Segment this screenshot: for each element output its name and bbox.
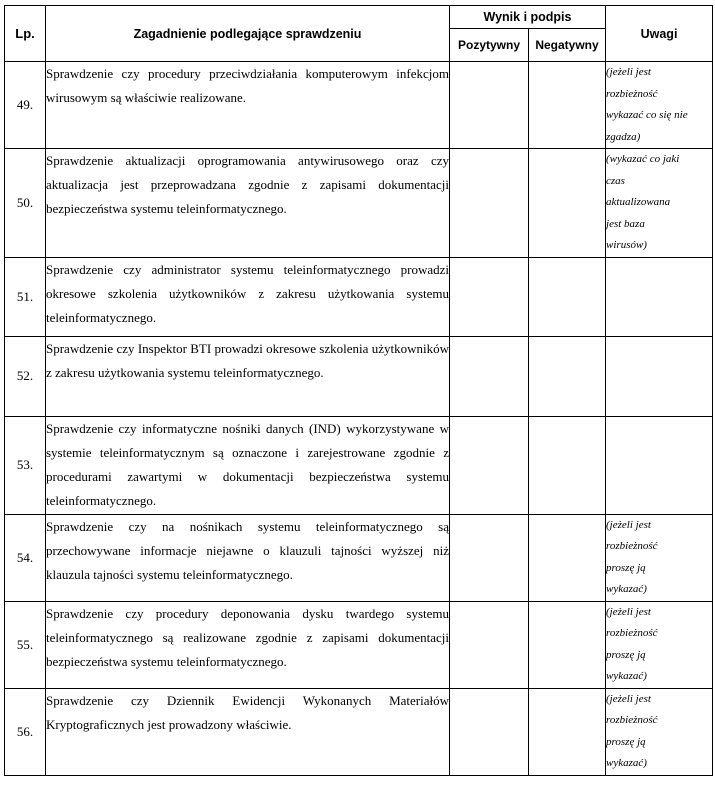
- note-line: jest baza: [606, 217, 645, 230]
- negative-cell[interactable]: [529, 688, 606, 775]
- row-note: [606, 514, 713, 601]
- positive-cell[interactable]: [450, 601, 529, 688]
- table-row: [5, 601, 713, 688]
- table-row: [5, 514, 713, 601]
- positive-cell[interactable]: [450, 257, 529, 336]
- note-line: rozbieżność: [606, 540, 658, 552]
- table-row: [5, 257, 713, 336]
- note-line: rozbieżność: [606, 87, 658, 100]
- positive-cell[interactable]: [450, 416, 529, 514]
- row-description: Sprawdzenie czy informatyczne nośniki danych (IND) wykorzystywane w systemie teleinformatycznym są oznaczone i zarejestrowane zgodnie z procedurami zawartymi w dokumentacji bezpieczeństwa systemu teleinformatycznego.: [46, 416, 450, 514]
- row-description: Sprawdzenie czy administrator systemu teleinformatycznego prowadzi okresowe szkolenia użytkowników z zakresu użytkowania systemu teleinformatycznego.: [46, 257, 450, 336]
- note-line: aktualizowana: [606, 196, 671, 208]
- table-row: [5, 416, 713, 514]
- header-lp: Lp.: [5, 6, 46, 62]
- negative-cell[interactable]: [529, 601, 606, 688]
- row-number: 53.: [5, 416, 46, 514]
- note-line: proszę ją: [606, 735, 646, 748]
- positive-cell[interactable]: [450, 62, 529, 149]
- row-note: [606, 601, 713, 688]
- row-note: [606, 62, 713, 149]
- header-negative: Negatywny: [529, 29, 606, 62]
- note-line: rozbieżność: [606, 627, 658, 639]
- row-note: [606, 688, 713, 775]
- row-note: [606, 416, 713, 514]
- note-line: (jeżeli jest: [606, 518, 651, 531]
- checklist-table: [4, 5, 713, 776]
- header-result: Wynik i podpis: [450, 6, 606, 29]
- table-row: [5, 149, 713, 258]
- row-number: 52.: [5, 336, 46, 416]
- negative-cell[interactable]: [529, 416, 606, 514]
- note-line: wykazać): [606, 757, 647, 769]
- note-line: wykazać): [606, 670, 647, 682]
- note-line: proszę ją: [606, 648, 646, 661]
- negative-cell[interactable]: [529, 149, 606, 258]
- note-line: (jeżeli jest: [606, 66, 651, 78]
- row-number: 50.: [5, 149, 46, 258]
- row-description: Sprawdzenie czy na nośnikach systemu teleinformatycznego są przechowywane informacje niejawne o klauzuli tajności wyższej niż klauzula tajności systemu teleinformatycznego.: [46, 514, 450, 601]
- note-line: (jeżeli jest: [606, 692, 651, 705]
- positive-cell[interactable]: [450, 688, 529, 775]
- row-note: [606, 149, 713, 258]
- note-line: (jeżeli jest: [606, 605, 651, 618]
- negative-cell[interactable]: [529, 257, 606, 336]
- row-number: 54.: [5, 514, 46, 601]
- row-note: [606, 257, 713, 336]
- table-row: [5, 688, 713, 775]
- note-line: wirusów): [606, 239, 647, 251]
- header-topic: Zagadnienie podlegające sprawdzeniu: [46, 6, 450, 62]
- table-row: [5, 336, 713, 416]
- note-line: rozbieżność: [606, 714, 658, 726]
- row-number: 56.: [5, 688, 46, 775]
- note-line: (wykazać co jaki: [606, 153, 680, 165]
- row-note: [606, 336, 713, 416]
- header-notes: Uwagi: [606, 6, 713, 62]
- note-line: wykazać): [606, 583, 647, 595]
- negative-cell[interactable]: [529, 514, 606, 601]
- row-number: 55.: [5, 601, 46, 688]
- negative-cell[interactable]: [529, 336, 606, 416]
- negative-cell[interactable]: [529, 62, 606, 149]
- table-row: [5, 62, 713, 149]
- row-description: Sprawdzenie czy procedury deponowania dysku twardego systemu teleinformatycznego są realizowane zgodnie z zapisami dokumentacji bezpieczeństwa systemu teleinformatycznego.: [46, 601, 450, 688]
- positive-cell[interactable]: [450, 514, 529, 601]
- row-description: Sprawdzenie czy Dziennik Ewidencji Wykonanych Materiałów Kryptograficznych jest prowadzony właściwie.: [46, 688, 450, 775]
- row-description: Sprawdzenie aktualizacji oprogramowania antywirusowego oraz czy aktualizacja jest przeprowadzana zgodnie z zapisami dokumentacji bezpieczeństwa systemu teleinformatycznego.: [46, 149, 450, 258]
- note-line: czas: [606, 174, 625, 187]
- header-positive: Pozytywny: [450, 29, 529, 62]
- positive-cell[interactable]: [450, 149, 529, 258]
- row-number: 49.: [5, 62, 46, 149]
- row-number: 51.: [5, 257, 46, 336]
- note-line: zgadza): [606, 130, 641, 143]
- row-description: Sprawdzenie czy procedury przeciwdziałania komputerowym infekcjom wirusowym są właściwie realizowane.: [46, 62, 450, 149]
- row-description: Sprawdzenie czy Inspektor BTI prowadzi okresowe szkolenia użytkowników z zakresu użytkowania systemu teleinformatycznego.: [46, 336, 450, 416]
- note-line: wykazać co się nie: [606, 109, 688, 121]
- note-line: proszę ją: [606, 561, 646, 574]
- positive-cell[interactable]: [450, 336, 529, 416]
